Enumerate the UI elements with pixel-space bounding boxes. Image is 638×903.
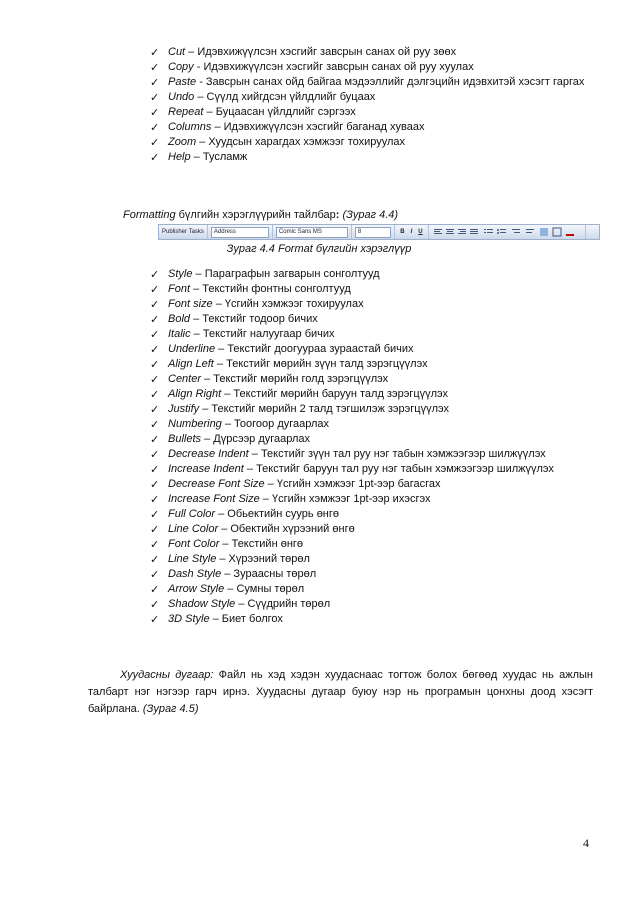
checkmark-icon: ✓: [150, 91, 160, 104]
list-item: [150, 537, 595, 552]
list-item: [150, 597, 595, 612]
checkmark-icon: ✓: [150, 283, 160, 296]
paragraph-ref: (Зураг 4.5): [142, 703, 199, 715]
list-item: [150, 135, 595, 150]
list-item: [150, 297, 595, 312]
list-item: [150, 432, 595, 447]
list-term: Repeat: [168, 106, 204, 118]
list-term: Undo: [168, 91, 195, 103]
list-item: [150, 582, 595, 597]
list-term: Line Style: [168, 553, 217, 565]
list-term: Increase Font Size: [168, 493, 260, 505]
list-desc: – Текстийг мөрийн 2 талд тэгшилэж зэрэгцүүлэх: [199, 403, 449, 415]
list-term: Dash Style: [168, 568, 222, 580]
list-term: Arrow Style: [168, 583, 225, 595]
checkmark-icon: ✓: [150, 403, 160, 416]
checkmark-icon: ✓: [150, 448, 160, 461]
checkmark-icon: ✓: [150, 433, 160, 446]
list-term: Center: [168, 373, 202, 385]
list-term: Decrease Indent: [168, 448, 249, 460]
list-desc: – Текстийг мөрийн зүүн талд зэрэгцүүлэх: [213, 358, 428, 370]
list-term: Zoom: [168, 136, 197, 148]
list-term: Increase Indent: [168, 463, 244, 475]
page-number-paragraph: [88, 667, 593, 718]
list-desc: – Текстийг зүүн тал руу нэг табын хэмжээгээр шилжүүлэх: [248, 448, 546, 460]
paragraph-text: Файл нь хэд хэдэн хуудаснаас тогтож болох бөгөөд хуудас нь ажлын талбарт нэг нэгээр гарч ирнэ. Хуудасны дугаар буюу нэр нь програмын цонхны доод хэсэгт байрлана.: [88, 669, 593, 715]
list-desc: – Обьектийн суурь өнгө: [215, 508, 340, 520]
list-desc: – Текстийг тодоор бичих: [190, 313, 318, 325]
checkmark-icon: ✓: [150, 523, 160, 536]
list-term: 3D Style: [168, 613, 210, 625]
list-desc: – Тоогоор дугаарлах: [221, 418, 330, 430]
checkmark-icon: ✓: [150, 151, 160, 164]
list-item: [150, 75, 595, 90]
list-term: Font: [168, 283, 191, 295]
formatting-tools-list: [150, 267, 595, 627]
list-term: Help: [168, 151, 191, 163]
font-dropdown: [273, 225, 352, 239]
list-item: [150, 357, 595, 372]
list-term: Bullets: [168, 433, 202, 445]
list-desc: – Сумны төрөл: [224, 583, 305, 595]
list-term: Align Left: [168, 358, 214, 370]
list-item: [150, 462, 595, 477]
list-term: Shadow Style: [168, 598, 236, 610]
list-item: [150, 567, 595, 582]
list-item: [150, 342, 595, 357]
list-term: Copy: [168, 61, 194, 73]
list-item: [150, 267, 595, 282]
list-item: [150, 150, 595, 165]
list-desc: – Дүрсээр дугаарлах: [201, 433, 311, 445]
list-desc: - Идэвхижүүлсэн хэсгийг завсрын санах ой руу хуулах: [193, 61, 474, 73]
list-desc: – Текстийг доогуураа зураастай бичих: [215, 343, 414, 355]
heading-text: бүлгийн хэрэглүүрийн тайлбар: [175, 209, 336, 221]
checkmark-icon: ✓: [150, 388, 160, 401]
list-term: Columns: [168, 121, 212, 133]
list-term: Justify: [168, 403, 200, 415]
checkmark-icon: ✓: [150, 61, 160, 74]
checkmark-icon: ✓: [150, 298, 160, 311]
heading-term: Formatting: [123, 209, 176, 221]
checkmark-icon: ✓: [150, 46, 160, 59]
list-term: Italic: [168, 328, 191, 340]
list-desc: – Обектийн хүрээний өнгө: [218, 523, 355, 535]
list-desc: – Үсгийн хэмжээг 1pt-ээр ихэсгэх: [259, 493, 431, 505]
font-box: Comic Sans MS: [276, 227, 348, 238]
list-desc: – Үсгийн хэмжээг 1pt-ээр багасгах: [264, 478, 441, 490]
italic-icon: I: [410, 229, 413, 235]
checkmark-icon: ✓: [150, 583, 160, 596]
list-item: [150, 447, 595, 462]
checkmark-icon: ✓: [150, 493, 160, 506]
bold-icon: B: [400, 229, 405, 235]
toolbar-icons-strip: [432, 225, 582, 239]
list-term: Full Color: [168, 508, 216, 520]
list-item: [150, 372, 595, 387]
list-desc: – Хуудсын харагдах хэмжээг тохируулах: [196, 136, 406, 148]
list-term: Align Right: [168, 388, 222, 400]
list-item: [150, 492, 595, 507]
style-buttons: [395, 225, 429, 239]
list-item: [150, 477, 595, 492]
list-term: Style: [168, 268, 193, 280]
list-desc: – Текстийг баруун тал руу нэг табын хэмжээгээр шилжүүлэх: [243, 463, 554, 475]
list-term: Bold: [168, 313, 191, 325]
list-desc: – Текстийг налуугаар бичих: [190, 328, 335, 340]
list-item: [150, 282, 595, 297]
checkmark-icon: ✓: [150, 358, 160, 371]
list-item: [150, 522, 595, 537]
list-item: [150, 90, 595, 105]
list-desc: – Текстийг мөрийн голд зэрэгцүүлэх: [201, 373, 389, 385]
checkmark-icon: ✓: [150, 538, 160, 551]
list-desc: – Текстийг мөрийн баруун талд зэрэгцүүлэх: [221, 388, 449, 400]
checkmark-icon: ✓: [150, 613, 160, 626]
checkmark-icon: ✓: [150, 328, 160, 341]
list-term: Decrease Font Size: [168, 478, 265, 490]
list-term: Numbering: [168, 418, 222, 430]
style-box: Address: [211, 227, 269, 238]
list-term: Paste: [168, 76, 197, 88]
checkmark-icon: ✓: [150, 598, 160, 611]
list-desc: – Текстийн өнгө: [219, 538, 304, 550]
checkmark-icon: ✓: [150, 313, 160, 326]
edit-tools-list: [150, 45, 595, 165]
checkmark-icon: ✓: [150, 568, 160, 581]
figure-caption: Зураг 4.4 Format бүлгийн хэрэглүүр: [226, 243, 412, 255]
list-item: [150, 417, 595, 432]
formatting-toolbar-image: [158, 224, 600, 240]
checkmark-icon: ✓: [150, 463, 160, 476]
list-desc: – Буцаасан үйлдлийг сэргээх: [203, 106, 356, 118]
list-term: Underline: [168, 343, 216, 355]
list-item: [150, 612, 595, 627]
checkmark-icon: ✓: [150, 343, 160, 356]
underline-icon: U: [418, 229, 423, 235]
list-item: [150, 60, 595, 75]
list-item: [150, 402, 595, 417]
style-dropdown: [208, 225, 273, 239]
page-number: 4: [583, 836, 589, 850]
list-desc: – Текстийн фонтны сонголтууд: [190, 283, 351, 295]
list-desc: – Сүүдрийн төрөл: [235, 598, 331, 610]
list-desc: – Идэвхижүүлсэн хэсгийг завсрын санах ой руу зөөх: [185, 46, 457, 58]
list-term: Font Color: [168, 538, 220, 550]
list-term: Font size: [168, 298, 213, 310]
paragraph-term: Хуудасны дугаар:: [120, 669, 214, 681]
checkmark-icon: ✓: [150, 268, 160, 281]
list-desc: – Биет болгох: [209, 613, 283, 625]
list-desc: – Хүрээний төрөл: [216, 553, 310, 565]
formatting-heading: [123, 208, 398, 222]
list-term: Line Color: [168, 523, 219, 535]
heading-colon: :: [335, 209, 343, 221]
list-desc: – Үсгийн хэмжээг тохируулах: [212, 298, 364, 310]
list-item: [150, 45, 595, 60]
list-desc: - Завсрын санах ойд байгаа мэдээллийг дэлгэцийн идэвхитэй хэсэгт гаргах: [196, 76, 585, 88]
checkmark-icon: ✓: [150, 478, 160, 491]
checkmark-icon: ✓: [150, 508, 160, 521]
list-item: [150, 312, 595, 327]
list-item: [150, 327, 595, 342]
list-desc: – Сүүлд хийгдсэн үйлдлийг буцаах: [194, 91, 376, 103]
list-item: [150, 507, 595, 522]
checkmark-icon: ✓: [150, 553, 160, 566]
publisher-tasks-button: Publisher Tasks: [159, 225, 208, 239]
list-desc: – Зураасны төрөл: [221, 568, 317, 580]
checkmark-icon: ✓: [150, 373, 160, 386]
checkmark-icon: ✓: [150, 121, 160, 134]
checkmark-icon: ✓: [150, 76, 160, 89]
list-desc: – Параграфын загварын сонголтууд: [192, 268, 380, 280]
list-item: [150, 552, 595, 567]
size-dropdown: [352, 225, 395, 239]
alignment-icons: [429, 225, 586, 239]
checkmark-icon: ✓: [150, 136, 160, 149]
list-item: [150, 387, 595, 402]
list-desc: – Тусламж: [190, 151, 248, 163]
list-term: Cut: [168, 46, 186, 58]
list-desc: – Идэвхижүүлсэн хэсгийг баганад хуваах: [211, 121, 425, 133]
checkmark-icon: ✓: [150, 418, 160, 431]
checkmark-icon: ✓: [150, 106, 160, 119]
heading-ref: (Зураг 4.4): [342, 209, 399, 221]
size-box: 8: [355, 227, 391, 238]
list-item: [150, 120, 595, 135]
list-item: [150, 105, 595, 120]
